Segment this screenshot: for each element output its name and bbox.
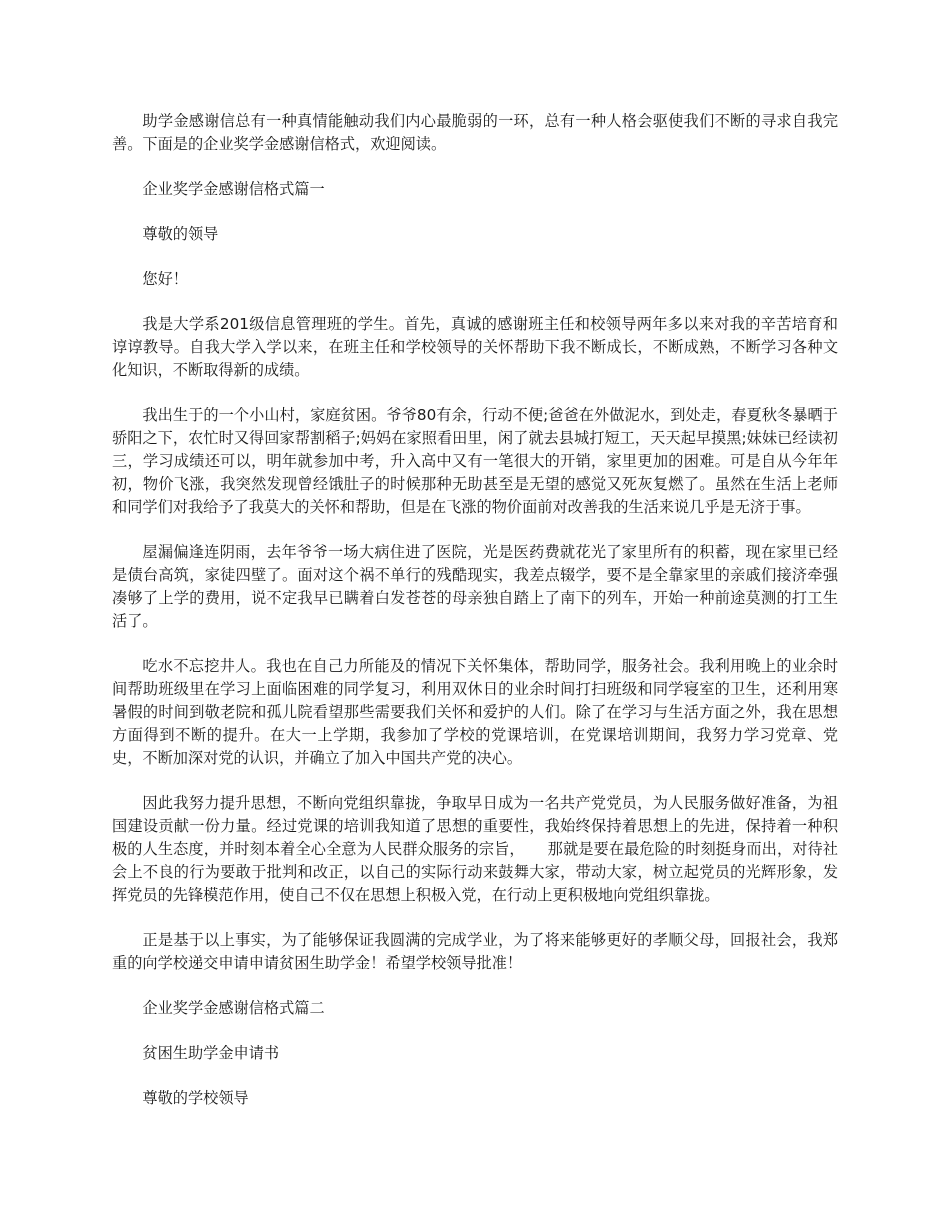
salutation: 尊敬的学校领导 xyxy=(142,1089,249,1107)
body-paragraph: 吃水不忘挖井人。我也在自己力所能及的情况下关怀集体，帮助同学，服务社会。我利用晚上的业余时间帮助班级里在学习上面临困难的同学复习，利用双休日的业余时间打扫班级和同学寝室的卫生，还利用寒暑假的时间到敬老院和孤儿院看望那些需要我们关怀和爱护的人们。除了在学习与生活方面之外，我在思想方面得到不断的提升。在大一上学期，我参加了学校的党课培训，在党课培训期间，我努力学习党章、党史，不断加深对党的认识，并确立了加入中国共产党的决心。 xyxy=(112,657,838,767)
section-heading-1: 企业奖学金感谢信格式篇一 xyxy=(142,180,325,198)
intro-paragraph: 助学金感谢信总有一种真情能触动我们内心最脆弱的一环，总有一种人格会驱使我们不断的寻求自我完善。下面是的企业奖学金感谢信格式，欢迎阅读。 xyxy=(112,112,838,153)
body-paragraph: 因此我努力提升思想，不断向党组织靠拢，争取早日成为一名共产党党员，为人民服务做好准备，为祖国建设贡献一份力量。经过党课的培训我知道了思想的重要性，我始终保持着思想上的先进，保持着一种积极的人生态度，并时刻本着全心全意为人民群众服务的宗旨， 那就是要在最危险的时刻挺身而出，对待社会上不良的行为要敢于批判和改正，以自己的实际行动来鼓舞大家，带动大家，树立起党员的光辉形象，发挥党员的先锋模范作用，使自己不仅在思想上积极入党，在行动上更积极地向党组织靠拢。 xyxy=(112,794,838,904)
body-paragraph: 我出生于的一个小山村，家庭贫困。爷爷80有余，行动不便;爸爸在外做泥水，到处走，春夏秋冬暴晒于骄阳之下，农忙时又得回家帮割稻子;妈妈在家照看田里，闲了就去县城打短工，天天起早摸黑;妹妹已经读初三，学习成绩还可以，明年就参加中考，升入高中又有一笔很大的开销，家里更加的困难。可是自从今年年初，物价飞涨，我突然发现曾经饿肚子的时候那种无助甚至是无望的感觉又死灰复燃了。虽然在生活上老师和同学们对我给予了我莫大的关怀和帮助，但是在飞涨的物价面前对改善我的生活来说几乎是无济于事。 xyxy=(112,406,838,516)
body-paragraph: 我是大学系201级信息管理班的学生。首先，真诚的感谢班主任和校领导两年多以来对我的辛苦培育和谆谆教导。自我大学入学以来，在班主任和学校领导的关怀帮助下我不断成长，不断成熟，不断学习各种文化知识，不断取得新的成绩。 xyxy=(112,315,838,379)
salutation: 尊敬的领导 xyxy=(142,225,219,243)
subtitle: 贫困生助学金申请书 xyxy=(142,1044,280,1062)
section-heading-2: 企业奖学金感谢信格式篇二 xyxy=(142,999,325,1017)
body-paragraph: 正是基于以上事实，为了能够保证我圆满的完成学业，为了将来能够更好的孝顺父母，回报社会，我郑重的向学校递交申请申请贫困生助学金！希望学校领导批准！ xyxy=(112,931,838,972)
document-body xyxy=(112,110,838,1132)
greeting: 您好！ xyxy=(142,270,188,288)
body-paragraph: 屋漏偏逢连阴雨，去年爷爷一场大病住进了医院，光是医药费就花光了家里所有的积蓄，现在家里已经是债台高筑，家徒四壁了。面对这个祸不单行的残酷现实，我差点辍学，要不是全靠家里的亲戚们接济牵强凑够了上学的费用，说不定我早已瞒着白发苍苍的母亲独自踏上了南下的列车，开始一种前途莫测的打工生活了。 xyxy=(112,543,838,630)
